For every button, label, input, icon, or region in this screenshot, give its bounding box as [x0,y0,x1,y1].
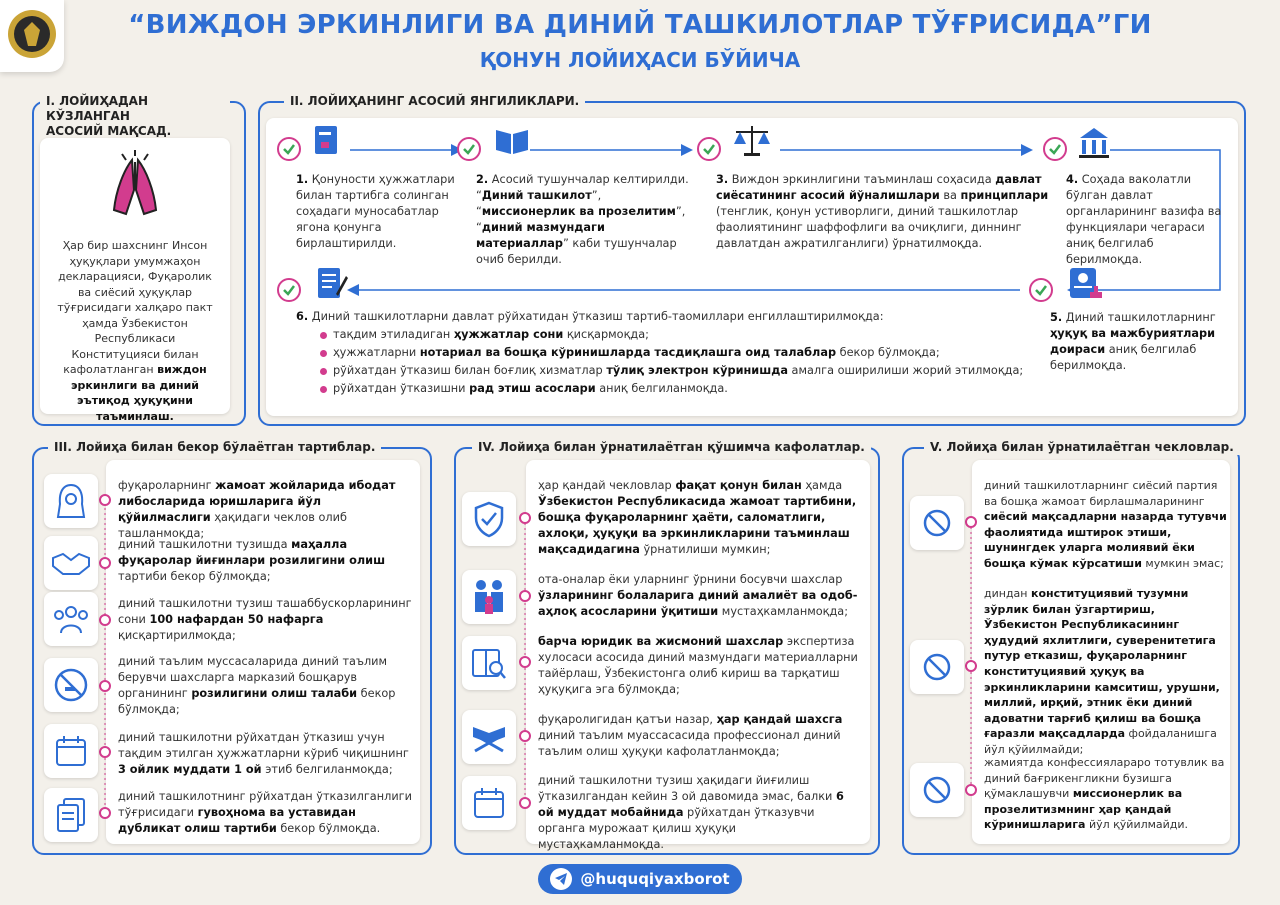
telegram-handle-button[interactable] [538,864,742,894]
abolished-item: диний ташкилотни тузиш ташаббускорларининг сони 100 нафардан 50 нафарга қисқартирилмоқда; [118,597,412,642]
emblem-logo [0,0,64,72]
documents-icon [44,788,98,842]
book-search-icon [462,636,516,690]
calendar-icon [462,776,516,830]
list-item: тақдим этиладиган ҳужжатлар сони қисқармоқда; [320,327,1040,343]
guarantee-item: ҳар қандай чекловлар фақат қонун билан ҳамда Ўзбекистон Республикасида жамоат тартибини, бошқа фуқароларнинг ҳаёти, саломатлиги, ахлоқи, ҳуқуқи ва эркинликларини таъминлаш мақсадидагина ўрнатилиши мумкин; [538,479,857,556]
abolished-dots [98,470,112,850]
abolished-item: диний ташкилотни тузишда маҳалла фуқаролар йиғинлари розилигини олиш тартиби бекор бўлмоқда; [118,538,386,583]
page-subtitle: ҚОНУН ЛОЙИҲАСИ БЎЙИЧА [479,48,801,72]
guarantee-item: фуқаролигидан қатъи назар, ҳар қандай шахсга диний таълим муассасасида профессионал диний таълим олиш ҳуқуқи кафолатланмоқда; [538,713,843,758]
group-icon [44,592,98,646]
guarantee-item: диний ташкилотни тузиш ҳақидаги йиғилиш ўтказилгандан кейин 3 ой давомида эмас, балки 6 ой муддат мобайнида рўйхатдан ўтказувчи органга мурожаат қилиш ҳуқуқи мустаҳкамланмоқда. [538,774,844,851]
innovation-item-3: 3. Виждон эркинлигини таъминлаш соҳасида давлат сиёсатининг асосий йўналишлари ва принциплари (тенглик, қонун устиворлиги, диний ташкилотлар фаолиятининг шаффофлиги ва очиқлиги, диннинг давлатдан ажратилганлиги) ўрнатилмоқда. [716,173,1049,250]
family-icon [462,570,516,624]
section-purpose-title: I. ЛОЙИҲАДАН КЎЗЛАНГАН АСОСИЙ МАҚСАД. [40,94,230,139]
section-abolished-title: III. Лойиҳа билан бекор бўлаётган тартиблар. [48,440,381,455]
restriction-item: диндан конституциявий тузумни зўрлик билан ўзгартириш, Ўзбекистон Республикасининг ҳудудий яхлитлиги, суверенитетига путур етказиш, фуқароларнинг конституциявий ҳуқуқ ва эркинликларини камситиш, урушни, миллий, ирқий, этник ёки диний адоватни тарғиб қилиш ва бошқа ғаразли мақсадларда фойдаланишга йўл қўйилмайди; [984,587,1220,756]
section-restrictions-title: V. Лойиҳа билан ўрнатилаётган чекловлар. [924,440,1240,455]
no-consent-icon [44,658,98,712]
law-book-gavel-icon [312,124,342,162]
check-icon [1029,278,1053,302]
check-icon [1043,137,1067,161]
restriction-item: диний ташкилотларнинг сиёсий партия ва бошқа жамоат бирлашмаларининг сиёсий мақсадларни назарда тутувчи фаолиятида иштирок этиши, шунингдек уларга молиявий ёки бошқа кўмак кўрсатиши мумкин эмас; [984,479,1227,570]
section-innovations-title: II. ЛОЙИҲАНИНГ АСОСИЙ ЯНГИЛИКЛАРИ. [284,94,585,109]
praying-hands-icon [102,150,168,230]
check-icon [457,137,481,161]
check-icon [277,278,301,302]
restriction-item: жамиятда конфессияларaро тотувлик ва диний бағрикенгликни бузишга қўмаклашувчи миссионерлик ва прозелитизмнинг ҳар қандай кўринишларига йўл қўйилмайди. [984,756,1225,832]
list-item: ҳужжатларни нотариал ва бошқа кўринишларда тасдиқлашга оид талаблар бекор бўлмоқда; [320,345,1040,361]
quran-stand-icon [462,710,516,764]
telegram-handle-text: @huquqiyaxborot [580,870,730,888]
section-guarantees-title: IV. Лойиҳа билан ўрнатилаётган қўшимча кафолатлар. [472,440,871,455]
handshake-icon [44,536,98,590]
innovation-item-4: 4. Соҳада ваколатли бўлган давлат органларининг вазифа ва функциялари чегараси аниқ белгилаб берилмоқда. [1066,173,1222,266]
prohibited-icon [910,640,964,694]
shield-check-icon [462,492,516,546]
list-item: рўйхатдан ўтказиш билан боғлиқ хизматлар тўлиқ электрон кўринишда амалга оширилиши жорий этилмоқда; [320,363,1040,379]
scales-icon [732,124,772,162]
document-edit-icon [316,266,348,304]
abolished-item: диний ташкилотни рўйхатдан ўтказиш учун тақдим этилган ҳужжатларни кўриб чиқишнинг 3 ойлик муддати 1 ой этиб белгиланмоқда; [118,731,409,776]
innovation-item-6: 6. Диний ташкилотларни давлат рўйхатидан ўтказиш тартиб-таомиллари енгиллаштирилмоқда: [296,310,884,323]
abolished-item: диний ташкилотнинг рўйхатдан ўтказилганлиги тўғрисидаги гувоҳнома ва уставидан дубликат олиш тартиби бекор бўлмоқда. [118,790,412,835]
purpose-card [40,138,230,423]
prohibited-icon [910,496,964,550]
restrictions-dots [964,470,978,850]
innovation-item-2: 2. Асосий тушунчалар келтирилди. “Диний ташкилот”, “миссионерлик ва прозелитим”, “диний мазмундаги материаллар” каби тушунчалар очиб берилди. [476,173,689,266]
innovation-item-5: 5. Диний ташкилотларнинг ҳуқуқ ва мажбуриятлари доираси аниқ белгилаб берилмоқда. [1050,311,1216,372]
innovation-item-1: 1. Қонуности ҳужжатлари билан тартибга солинган соҳадаги муносабатлар ягона қонунга бирлаштирилди. [296,173,455,250]
guarantee-item: барча юридик ва жисмоний шахслар экспертиза хулосаси асосида диний мазмундаги материалларни тайёрлаш, Ўзбекистонга олиб кириш ва тарқатиш ҳуқуқига эга бўлмоқда; [538,635,858,696]
telegram-icon [550,868,572,890]
hijab-woman-icon [44,474,98,528]
open-book-icon [494,126,530,160]
innovation-item-6-bullets [320,327,1040,397]
list-item: рўйхатдан ўтказишни рад этиш асослари аниқ белгиланмоқда. [320,381,1040,397]
check-icon [697,137,721,161]
purpose-text: Ҳар бир шахснинг Инсон ҳуқуқлари умумжаҳон декларацияси, Фуқаролик ва сиёсий ҳуқуқлар тўғрисидаги халқаро пакт ҳамда Ўзбекистон Республикаси Конституцияси билан кафолатланган виждон эркинлиги ва диний эътиқод ҳуқуқини таъминлаш. [57,239,213,423]
government-building-icon [1076,124,1112,164]
page-title: “ВИЖДОН ЭРКИНЛИГИ ВА ДИНИЙ ТАШКИЛОТЛАР ТЎҒРИСИДА”ГИ [128,10,1152,40]
abolished-item: фуқароларнинг жамоат жойларида ибодат либосларида юришларига йўл қўйилмаслиги ҳақидаги чеклов олиб ташланмоқда; [118,479,396,540]
prohibited-icon [910,763,964,817]
check-icon [277,137,301,161]
abolished-item: диний таълим муссасаларида диний таълим берувчи шахсларга марказий бошқарув органининг розилигини олиш талаби бекор бўлмоқда; [118,655,396,716]
guarantees-dots [518,470,532,850]
emblem-icon [0,0,64,72]
calendar-icon [44,724,98,778]
id-card-stamp-icon [1068,266,1104,306]
guarantee-item: ота-оналар ёки уларнинг ўрнини босувчи шахслар ўзларининг болаларига диний амалиёт ва одоб-аҳлоқ асосларини ўқитиши мустаҳкамланмоқда; [538,573,858,618]
